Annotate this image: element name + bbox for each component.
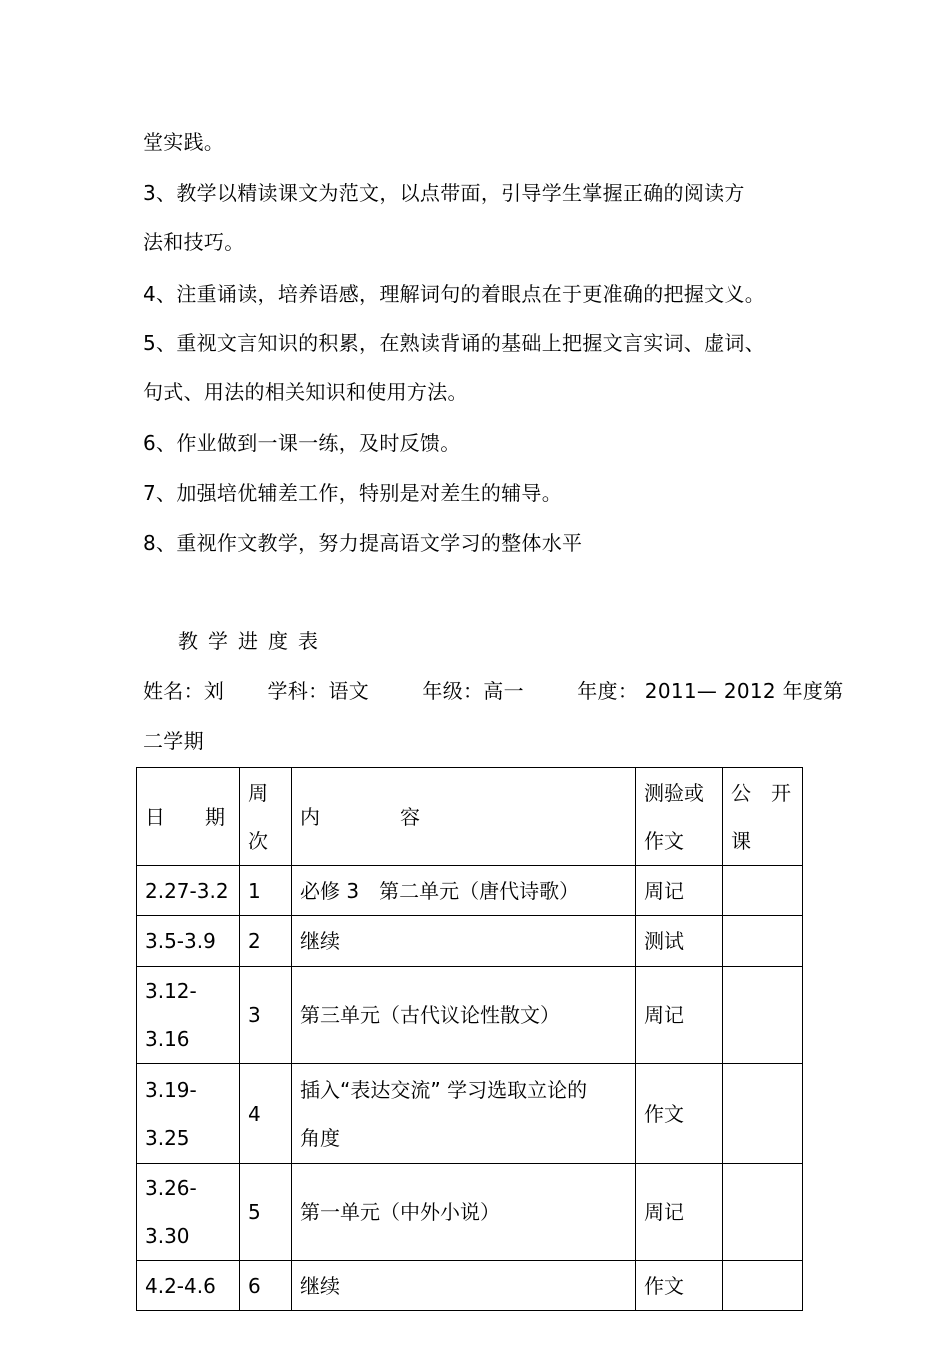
cell-content: 第三单元（古代议论性散文）: [292, 967, 636, 1064]
paragraph: 句式、用法的相关知识和使用方法。: [143, 380, 468, 404]
cell-test: 作文: [636, 1064, 723, 1164]
paragraph: 法和技巧。: [143, 230, 245, 254]
subject: 学科：语文: [267, 679, 370, 703]
paragraph: 堂实践。: [143, 130, 225, 154]
info-line: [143, 677, 844, 705]
header-test-line: 测验或: [644, 780, 704, 805]
cell-open: [723, 1164, 803, 1261]
cell-week: 1: [240, 866, 292, 916]
cell-date: 3.19-3.25: [137, 1064, 240, 1164]
header-test-line: 作文: [644, 828, 684, 853]
cell-date: 4.2-4.6: [137, 1261, 240, 1311]
header-test: [636, 768, 723, 866]
paragraph: 8、重视作文教学，努力提高语文学习的整体水平: [143, 531, 583, 555]
cell-test: 作文: [636, 1261, 723, 1311]
table-row: [137, 866, 803, 916]
header-open-line: 课: [731, 828, 751, 853]
teacher-name: 姓名：刘: [143, 679, 225, 703]
header-date: 日 期: [137, 768, 240, 866]
header-week-line: 次: [248, 828, 268, 853]
cell-open: [723, 967, 803, 1064]
table-row: [137, 1261, 803, 1311]
table-row: [137, 967, 803, 1064]
paragraph: 5、重视文言知识的积累，在熟读背诵的基础上把握文言实词、虚词、: [143, 331, 766, 355]
cell-date: 3.5-3.9: [137, 916, 240, 967]
cell-open: [723, 1064, 803, 1164]
cell-content: 必修 3 第二单元（唐代诗歌）: [292, 866, 636, 916]
cell-test: 周记: [636, 967, 723, 1064]
cell-content: [292, 1064, 636, 1164]
schedule-table: [136, 767, 803, 1311]
cell-week: 6: [240, 1261, 292, 1311]
paragraph: 3、教学以精读课文为范文，以点带面，引导学生掌握正确的阅读方: [143, 181, 745, 205]
paragraph: 7、加强培优辅差工作，特别是对差生的辅导。: [143, 481, 563, 505]
table-row: [137, 1064, 803, 1164]
header-week: [240, 768, 292, 866]
table-row: [137, 916, 803, 967]
paragraph: 6、作业做到一课一练，及时反馈。: [143, 431, 461, 455]
cell-date: 3.26-3.30: [137, 1164, 240, 1261]
table-title: 教学进度表: [178, 629, 328, 653]
header-content: 内 容: [292, 768, 636, 866]
header-week-line: 周: [248, 780, 268, 805]
grade: 年级：高一: [422, 679, 524, 703]
table-row: [137, 1164, 803, 1261]
cell-date: 3.12-3.16: [137, 967, 240, 1064]
cell-open: [723, 866, 803, 916]
cell-content: 第一单元（中外小说）: [292, 1164, 636, 1261]
header-open-line: 公 开: [731, 780, 791, 805]
cell-content-line: 插入“表达交流” 学习选取立论的: [300, 1077, 588, 1102]
cell-week: 5: [240, 1164, 292, 1261]
table-header-row: [137, 768, 803, 866]
cell-content-line: 角度: [300, 1125, 340, 1150]
cell-week: 3: [240, 967, 292, 1064]
cell-week: 2: [240, 916, 292, 967]
cell-open: [723, 916, 803, 967]
school-year: 年度： 2011— 2012 年度第: [577, 679, 844, 703]
cell-week: 4: [240, 1064, 292, 1164]
paragraph: 4、注重诵读，培养语感，理解词句的着眼点在于更准确的把握文义。: [143, 282, 766, 306]
header-open-class: [723, 768, 803, 866]
term: 二学期: [143, 729, 204, 753]
cell-open: [723, 1261, 803, 1311]
cell-date: 2.27-3.2: [137, 866, 240, 916]
cell-content: 继续: [292, 916, 636, 967]
cell-test: 测试: [636, 916, 723, 967]
cell-content: 继续: [292, 1261, 636, 1311]
cell-test: 周记: [636, 1164, 723, 1261]
cell-test: 周记: [636, 866, 723, 916]
